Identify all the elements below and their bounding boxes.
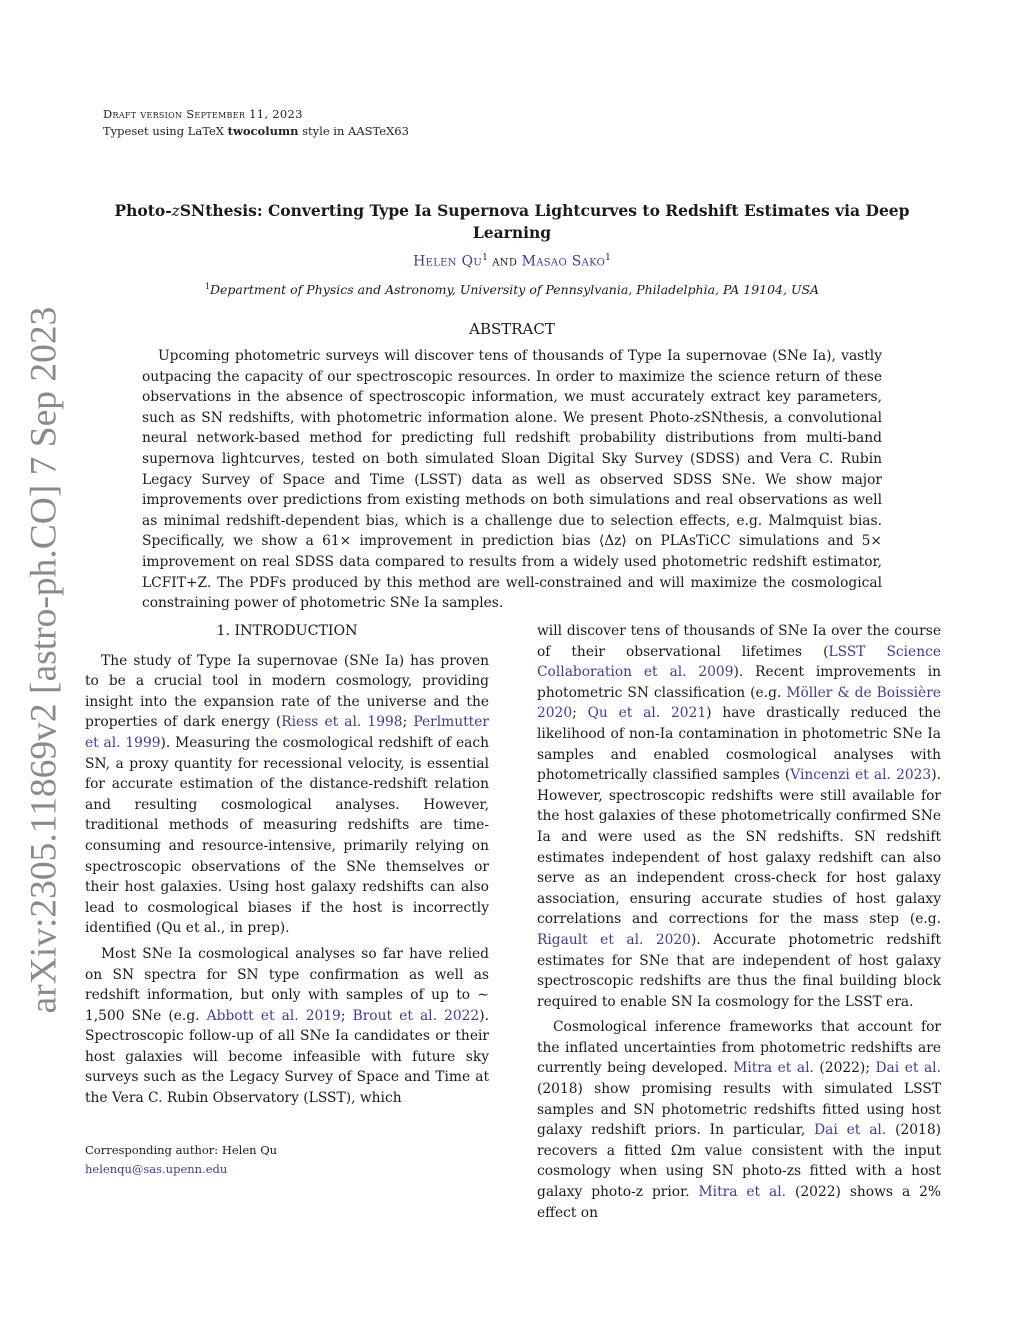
author-conjunction: and [492,253,518,270]
text-run: Most SNe Ia cosmological analyses so far have relied on SN spectra for SN type confirmation as well as redshift information, but only with samples of up to ∼ 1,500 SNe (e.g. [85,945,489,1024]
author-helen-qu[interactable]: Helen Qu [413,253,483,270]
arxiv-identifier-stamp [4,306,84,1014]
affiliation [0,282,1024,297]
text-run: shows a 2% effect on [537,1184,941,1221]
corresponding-author-footnote [85,1141,277,1179]
arxiv-id-text: arXiv:2305.11869v2 [astro-ph.CO] 7 Sep 2023 [23,306,65,1014]
author-masao-sako[interactable]: Masao Sako [521,253,606,270]
paper-title [110,200,914,243]
citation-mitra-2022[interactable]: Mitra et al. [733,1060,814,1077]
text-run: ; [340,1007,353,1024]
text-run: (2022) [813,1060,866,1077]
text-run: (2018) [537,1081,583,1098]
intro-paragraph-2-continued [537,621,941,1012]
text-run: The study of Type Ia supernovae (SNe Ia) has proven to be a crucial tool in modern cosmology, providing insight into the expansion rate of the universe and the properties of dark energy ( [85,652,489,731]
author2-affil-sup: 1 [605,253,611,263]
text-run: ; [402,714,414,731]
text-run: ; [865,1060,876,1077]
abstract-part2: SNthesis, a convolutional neural network-based method for predicting full redshift probability distributions from multi-band supernova lightcurves, tested on both simulated Sloan Digital Sky Survey (SDSS) and Vera C. Rubin Legacy Survey of Space and Time (LSST) data as well as observed SDSS SNe. We show major improvements over predictions from existing methods on both simulations and real observations as well as minimal redshift-dependent bias, which is a challenge due to selection effects, e.g. Malmquist bias. Specifically, we show a 61× improvement in prediction bias ⟨Δz⟩ on PLAsTiCC simulations and 5× improvement on real SDSS data compared to results from a widely used photometric redshift estimator, LCFIT+Z. The PDFs produced by this method are well-constrained and will maximize the cosmological constraining power of photometric SNe Ia samples. [142,409,882,612]
text-run: will discover tens of thousands of SNe Ia over the course of their observational lifetimes ( [537,623,941,660]
abstract-body [142,346,882,614]
title-part1: Photo- [114,201,172,220]
text-run: (2018) [886,1122,941,1139]
typeset-suffix: style in AASTeX63 [298,124,409,138]
text-run: ). Accurate photometric redshift estimates for SNe that are independent of host galaxy spectroscopic redshifts are thus the final building block required to enable SN Ia cosmology for the LSST era. [537,931,941,1010]
text-run: Cosmological inference frameworks that account for the inflated uncertainties from photometric redshifts are currently being developed. [537,1019,941,1077]
left-column [85,621,489,1109]
citation-lsst-2009[interactable]: LSST Science Collaboration et al. 2009 [537,643,942,681]
author-list [0,253,1024,270]
affiliation-sup: 1 [204,282,210,291]
text-run: ). Spectroscopic follow-up of all SNe Ia candidates or their host galaxies will become infeasible with future sky surveys such as the Legacy Survey of Space and Time at the Vera C. Rubin Observatory (LSST), which [85,1007,489,1107]
text-run: ). However, spectroscopic redshifts were still available for the host galaxies of these photometrically confirmed SNe Ia and were used as the SN redshifts. SN redshift estimates independent of host galaxy redshift can also serve as an independent cross-check for host galaxy association, ensuring accurate studies of host galaxy correlations and corrections for the mass step (e.g. [537,767,941,928]
draft-version-line: Draft version September 11, 2023 [103,107,303,121]
affiliation-text: Department of Physics and Astronomy, University of Pennsylvania, Philadelphia, PA 19104, USA [209,282,820,298]
title-z: z [171,202,180,220]
text-run: ) have drastically reduced the likelihood of non-Ia contamination in photometric SNe Ia samples and enabled cosmological analyses with photometrically classified samples ( [537,705,941,784]
typeset-line [103,123,409,140]
text-run: ; [572,705,588,722]
intro-paragraph-3 [537,1017,941,1223]
intro-paragraph-2 [85,944,489,1109]
abstract-z: z [693,409,702,426]
citation-dai-2018-b[interactable]: Dai et al. [814,1122,887,1139]
citation-moller-2020[interactable]: Möller & de Boissière 2020 [537,684,941,722]
text-run: show promising results with simulated LSST samples and SN photometric redshifts fitted using host galaxy redshift priors. In particular, [537,1081,941,1139]
citation-mitra-2022-b[interactable]: Mitra et al. [698,1184,787,1201]
text-run: (2022) [786,1184,841,1201]
text-run: ). Recent improvements in photometric SN classification (e.g. [537,664,942,701]
citation-riess-1998[interactable]: Riess et al. 1998 [281,714,403,731]
citation-rigault-2020[interactable]: Rigault et al. 2020 [537,931,691,948]
typeset-style: twocolumn [227,124,299,138]
text-run: recovers a fitted Ωm value consistent with the input cosmology when using SN photo-zs fitted with a host galaxy photo-z prior. [537,1142,941,1201]
abstract-part1: Upcoming photometric surveys will discover tens of thousands of Type Ia supernovae (SNe Ia), vastly outpacing the capacity of our spectroscopic resources. In order to maximize the science return of these observations in the absence of spectroscopic information, we must accurately extract key parameters, such as SN redshifts, with photometric information alone. We present Photo- [142,348,882,426]
citation-dai-2018[interactable]: Dai et al. [875,1060,941,1077]
draft-version-note [103,106,409,140]
citation-perlmutter-1999[interactable]: Perlmutter et al. 1999 [85,714,489,751]
citation-abbott-2019[interactable]: Abbott et al. 2019 [206,1007,341,1024]
citation-qu-2021[interactable]: Qu et al. 2021 [587,705,707,722]
title-part2: SNthesis: Converting Type Ia Supernova Lightcurves to Redshift Estimates via Deep Learning [179,201,910,242]
corresponding-author-label: Corresponding author: Helen Qu [85,1143,278,1157]
citation-vincenzi-2023[interactable]: Vincenzi et al. 2023 [790,767,932,784]
corresponding-author-email[interactable]: helenqu@sas.upenn.edu [85,1162,228,1176]
citation-brout-2022[interactable]: Brout et al. 2022 [352,1007,480,1024]
latex-logo: LaTeX [187,124,224,138]
text-run: ). Measuring the cosmological redshift of each SN, a proxy quantity for recessional velocity, is essential for accurate estimation of the distance-redshift relation and resulting cosmological analyses. However, traditional methods of measuring redshifts are time-consuming and resource-intensive, primarily relying on spectroscopic observations of the SNe themselves or their host galaxies. Using host galaxy redshifts can also lead to cosmological biases if the host is incorrectly identified (Qu et al., in prep). [85,734,489,937]
abstract-heading: ABSTRACT [469,320,555,338]
typeset-prefix: Typeset using [103,124,188,138]
introduction-heading: 1. INTRODUCTION [216,623,358,639]
intro-paragraph-1 [85,651,489,939]
right-column [537,621,941,1223]
author1-affil-sup: 1 [482,253,488,263]
